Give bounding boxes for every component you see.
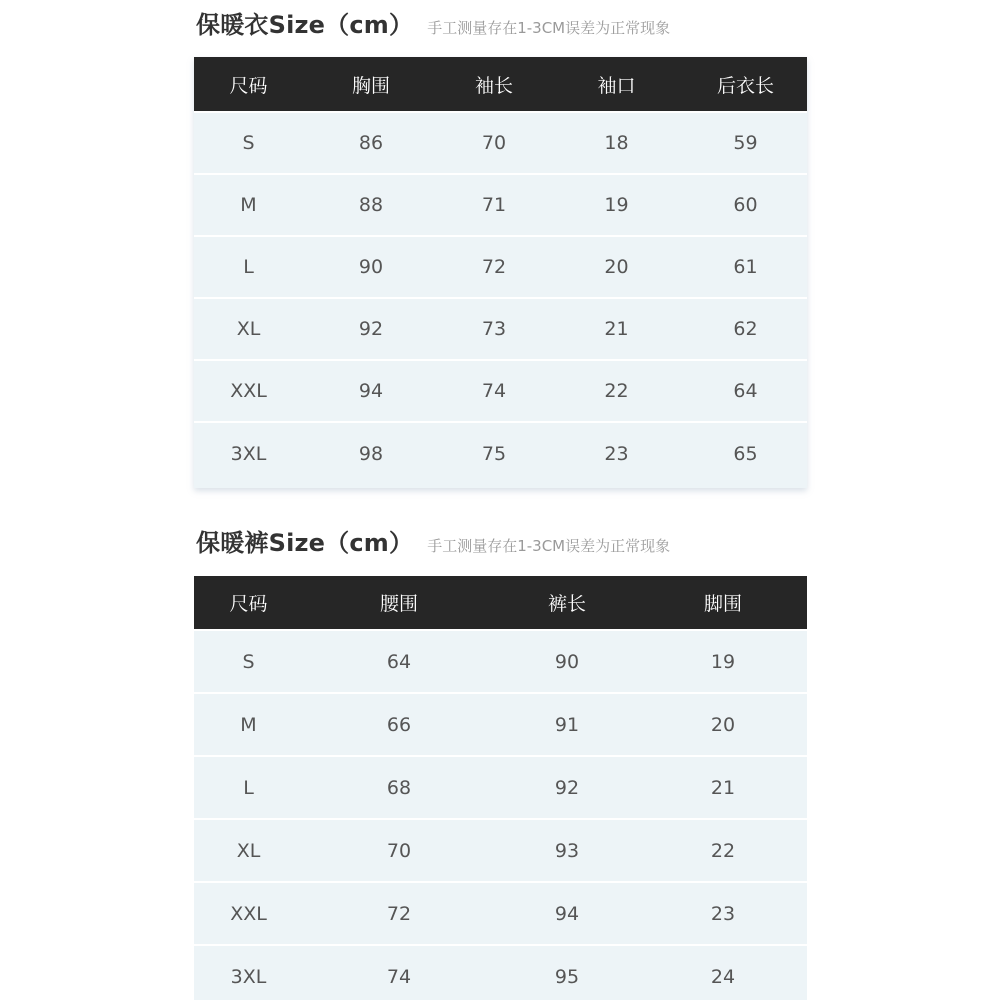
table-row — [194, 630, 807, 693]
table-cell: 92 — [358, 318, 384, 340]
table-cell: 3XL — [230, 966, 267, 988]
pants-section-title — [196, 523, 670, 558]
table-cell: 93 — [554, 839, 580, 862]
table-cell: XL — [236, 318, 261, 340]
table-row — [194, 882, 807, 945]
table-cell: 90 — [358, 256, 384, 278]
table-cell: 95 — [554, 966, 580, 988]
shirt-header-cuff: 袖口 — [597, 74, 636, 97]
pants-table-header-row — [194, 576, 807, 630]
table-cell: 74 — [386, 966, 412, 988]
table-cell: 72 — [386, 902, 412, 925]
shirt-title: 保暖衣Size（cm） — [196, 11, 414, 39]
table-cell: 86 — [358, 132, 384, 154]
pants-header-pants-length: 裤长 — [547, 593, 586, 615]
shirt-size-table-container — [194, 57, 807, 488]
table-cell: 75 — [481, 442, 507, 465]
table-row — [194, 819, 807, 882]
table-cell: 22 — [710, 839, 736, 862]
table-row — [194, 945, 807, 1000]
table-cell: XXL — [230, 902, 267, 925]
pants-measurement-note: 手工测量存在1-3CM误差为正常现象 — [427, 537, 671, 555]
table-cell: 19 — [710, 650, 736, 673]
table-cell: S — [242, 650, 255, 673]
table-row — [194, 174, 807, 236]
table-cell: 74 — [481, 380, 507, 402]
table-row — [194, 756, 807, 819]
table-cell: 3XL — [230, 442, 267, 465]
table-row — [194, 298, 807, 360]
pants-title: 保暖裤Size（cm） — [196, 529, 414, 557]
table-cell: 88 — [358, 194, 384, 216]
table-cell: 94 — [554, 902, 580, 925]
table-cell: 21 — [604, 318, 629, 340]
table-cell: 65 — [733, 442, 758, 465]
shirt-measurement-note: 手工测量存在1-3CM误差为正常现象 — [427, 19, 671, 37]
table-cell: 90 — [554, 650, 580, 673]
table-cell: 20 — [604, 256, 629, 278]
table-cell: 72 — [481, 256, 507, 278]
table-cell: 64 — [386, 650, 412, 673]
table-cell: 73 — [481, 318, 507, 340]
shirt-header-sleeve-length: 袖长 — [474, 74, 513, 97]
table-cell: 91 — [554, 713, 580, 736]
table-cell: 66 — [386, 713, 412, 736]
table-row — [194, 112, 807, 174]
table-cell: XL — [236, 839, 261, 862]
table-cell: 21 — [710, 776, 736, 799]
table-row — [194, 236, 807, 298]
shirt-table-header-row — [194, 57, 807, 112]
pants-header-size: 尺码 — [229, 593, 268, 615]
table-cell: 71 — [481, 194, 507, 216]
table-cell: 23 — [604, 442, 629, 465]
table-row — [194, 422, 807, 484]
table-cell: 98 — [358, 442, 384, 465]
table-cell: XXL — [230, 380, 267, 402]
table-cell: S — [242, 132, 255, 154]
table-cell: 68 — [386, 776, 412, 799]
table-row — [194, 360, 807, 422]
table-cell: 60 — [733, 194, 758, 216]
table-row — [194, 693, 807, 756]
table-cell: 62 — [733, 318, 758, 340]
shirt-size-table — [194, 57, 807, 484]
shirt-header-size: 尺码 — [229, 74, 268, 97]
table-cell: 18 — [604, 132, 629, 154]
table-cell: 61 — [733, 256, 758, 278]
table-cell: 22 — [604, 380, 629, 402]
table-cell: 24 — [710, 966, 736, 988]
pants-header-ankle: 脚围 — [703, 593, 742, 615]
shirt-header-chest: 胸围 — [351, 74, 390, 97]
table-cell: 70 — [386, 839, 412, 862]
table-cell: 19 — [604, 194, 629, 216]
table-cell: L — [243, 256, 254, 278]
table-cell: 94 — [358, 380, 384, 402]
table-cell: M — [240, 194, 257, 216]
table-cell: 64 — [733, 380, 758, 402]
pants-header-waist: 腰围 — [379, 593, 418, 615]
table-cell: M — [240, 713, 257, 736]
shirt-section-title — [196, 5, 670, 40]
table-cell: 92 — [554, 776, 580, 799]
table-cell: 20 — [710, 713, 736, 736]
table-cell: 70 — [481, 132, 507, 154]
shirt-header-back-length: 后衣长 — [716, 74, 774, 97]
table-cell: 59 — [733, 132, 758, 154]
pants-size-table — [194, 576, 807, 1000]
table-cell: 23 — [710, 902, 736, 925]
pants-size-table-container — [194, 576, 807, 1000]
table-cell: L — [243, 776, 254, 799]
